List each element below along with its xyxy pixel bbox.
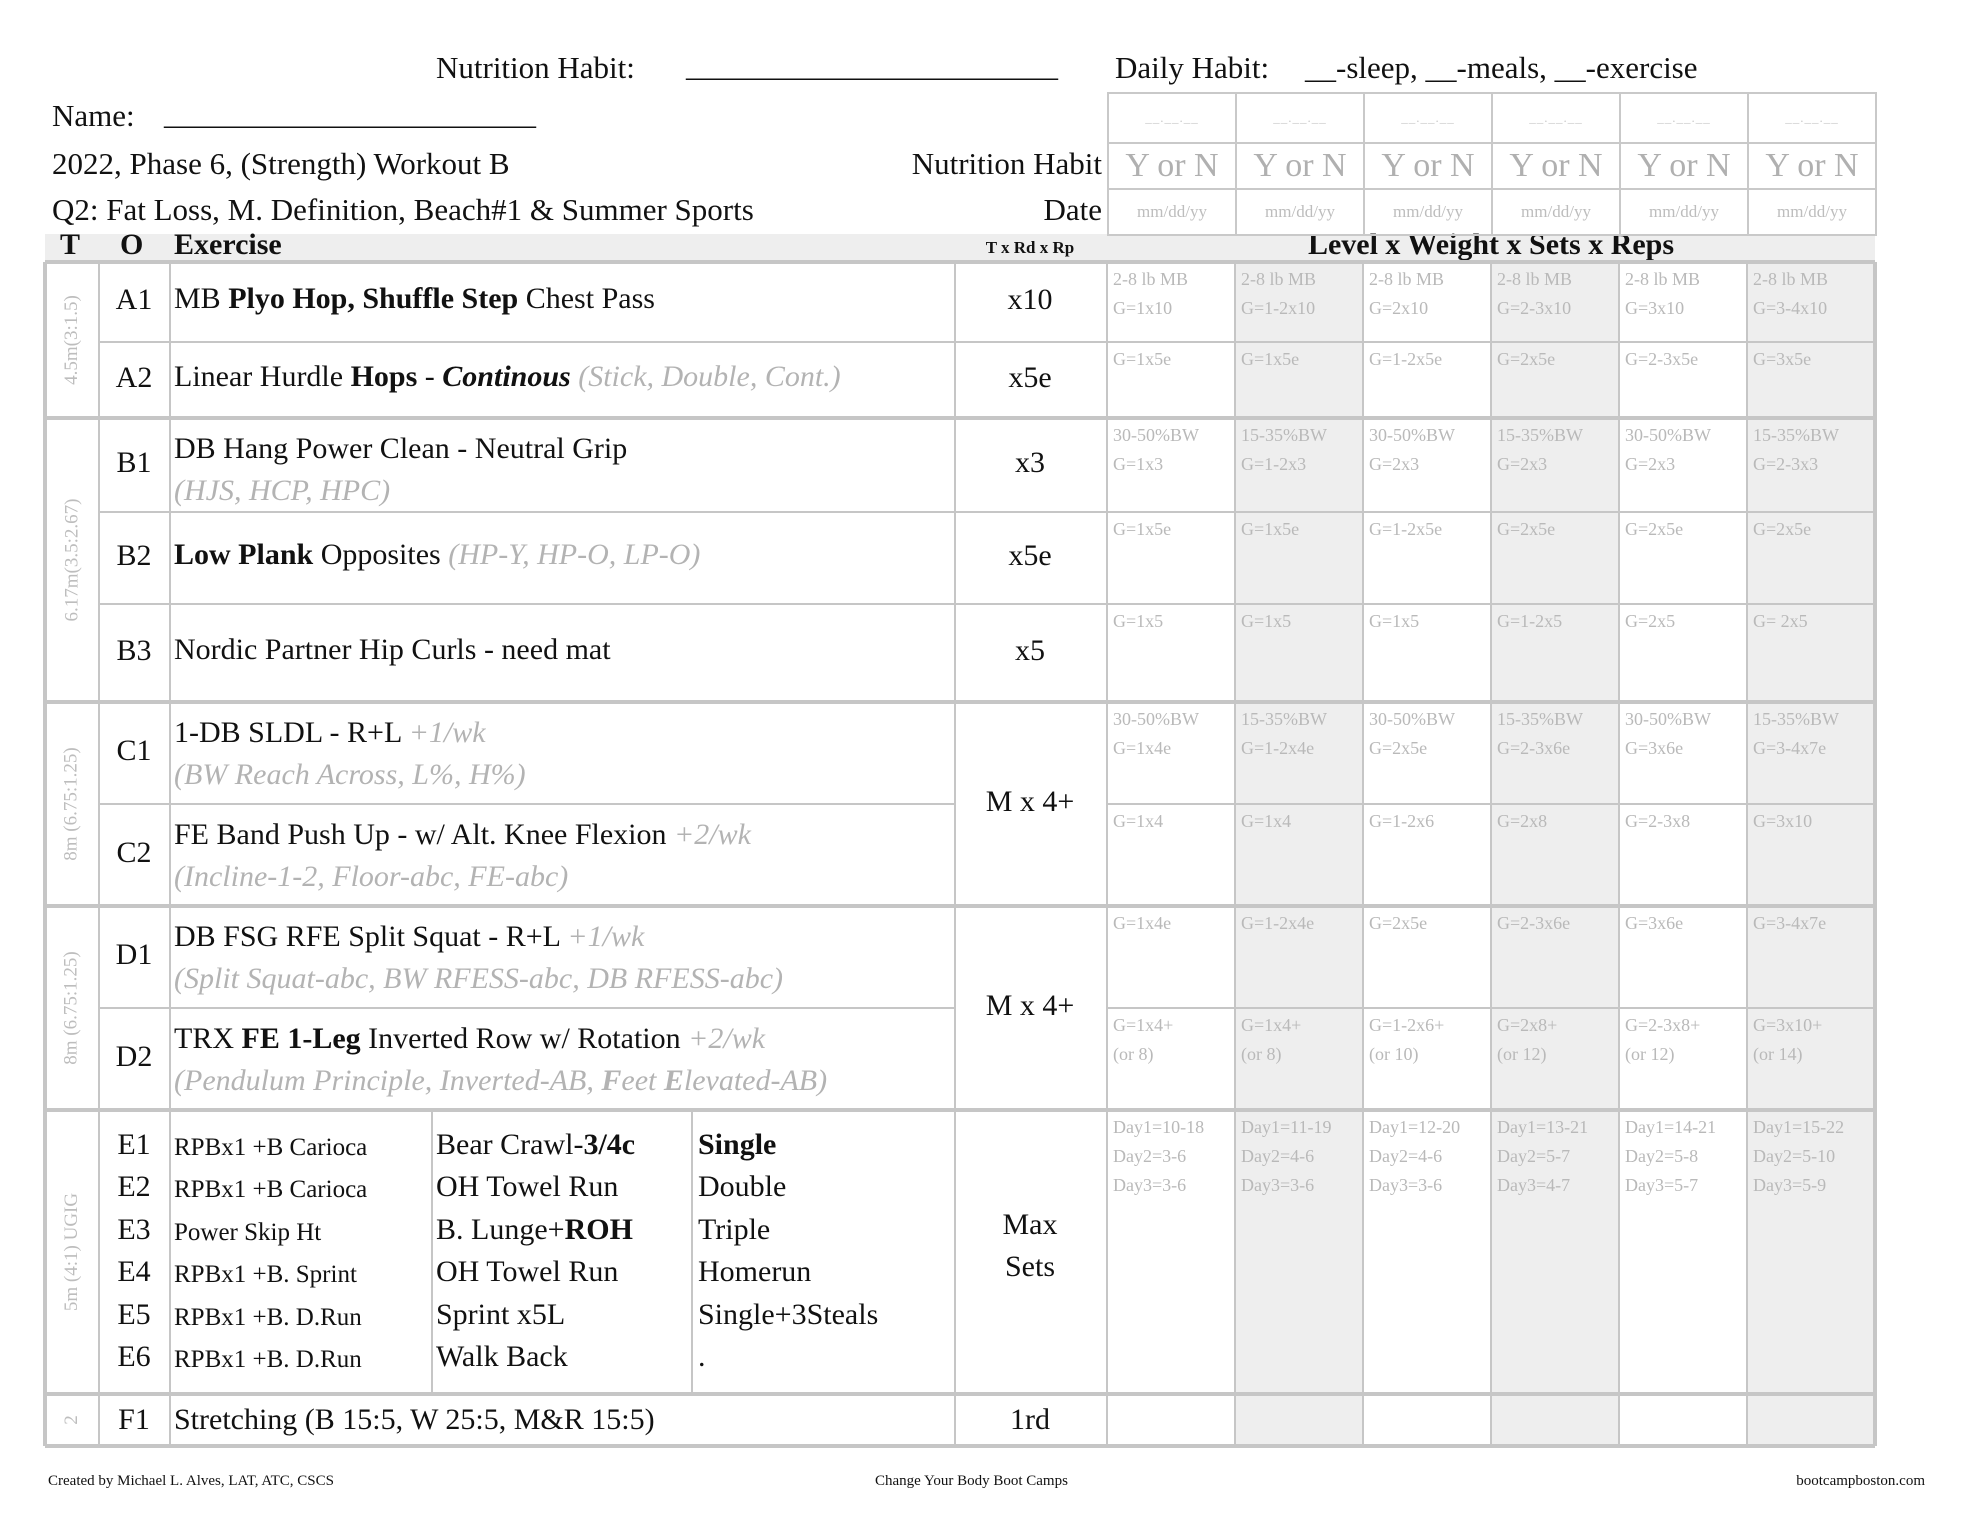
exercise-name: TRX FE 1-Leg Inverted Row w/ Rotation +2/wk <box>174 1022 766 1055</box>
order-label: C1 <box>116 734 152 767</box>
time-label: 2 <box>61 1415 82 1425</box>
nutrition-yn-field[interactable]: Y or N <box>1107 142 1237 190</box>
e-movement: Bear Crawl-3/4c <box>436 1128 636 1161</box>
level-cell[interactable]: G=1x5e <box>1241 349 1300 369</box>
level-cell[interactable]: G=1x4+ (or 8) <box>1241 1015 1302 1064</box>
daily-habit-blank[interactable]: __-sleep, __-meals, __-exercise <box>1305 50 1698 85</box>
level-cell[interactable]: 30-50%BW G=2x3 <box>1625 425 1711 474</box>
level-cell[interactable]: 15-35%BW G=2x3 <box>1497 425 1583 474</box>
level-cell[interactable]: 30-50%BW G=2x5e <box>1369 709 1455 758</box>
order-label: B3 <box>116 634 152 667</box>
e-base-run: Triple <box>698 1212 771 1246</box>
level-cell[interactable]: G=2x5 <box>1625 611 1676 631</box>
level-cell[interactable]: 30-50%BW G=3x6e <box>1625 709 1711 758</box>
level-cell[interactable]: 2-8 lb MB G=3-4x10 <box>1753 269 1829 318</box>
col-exercise-header: Exercise <box>174 228 282 261</box>
week-header-field[interactable]: __.__.__ <box>1363 92 1493 144</box>
level-cell[interactable]: G=2x5e <box>1625 519 1684 539</box>
level-cell[interactable]: Day1=10-18 Day2=3-6 Day3=3-6 <box>1113 1117 1205 1195</box>
level-cell[interactable]: 15-35%BW G=2-3x3 <box>1753 425 1839 474</box>
nutrition-habit-blank[interactable]: ________________________ <box>686 48 1058 83</box>
week-header-field[interactable]: __.__.__ <box>1235 92 1365 144</box>
level-cell[interactable]: G=2-3x5e <box>1625 349 1699 369</box>
nutrition-yn-field[interactable]: Y or N <box>1747 142 1877 190</box>
level-cell[interactable]: G=1x5 <box>1369 611 1420 631</box>
level-cell[interactable]: G=3x5e <box>1753 349 1812 369</box>
exercise-name: Nordic Partner Hip Curls - need mat <box>174 633 611 666</box>
goal-line: Q2: Fat Loss, M. Definition, Beach#1 & Summer Sports <box>52 192 754 227</box>
e-drill: RPBx1 +B. D.Run <box>174 1303 362 1331</box>
level-cell[interactable]: G=1-2x6 <box>1369 811 1435 831</box>
order-label: A2 <box>115 361 153 394</box>
exercise-name: Low Plank Opposites (HP-Y, HP-O, LP-O) <box>174 538 701 571</box>
e-movement: Walk Back <box>436 1340 568 1373</box>
date-field[interactable]: mm/dd/yy <box>1747 188 1877 236</box>
level-cell[interactable]: G=1-2x4e <box>1241 913 1315 933</box>
level-cell[interactable]: Day1=12-20 Day2=4-6 Day3=3-6 <box>1369 1117 1461 1195</box>
level-cell[interactable]: 15-35%BW G=2-3x6e <box>1497 709 1583 758</box>
date-field[interactable]: mm/dd/yy <box>1619 188 1749 236</box>
order-label: F1 <box>118 1403 150 1436</box>
time-label: 6.17m(3.5:2.67) <box>61 498 82 622</box>
level-cell[interactable]: G=2-3x6e <box>1497 913 1571 933</box>
exercise-progression: (Split Squat-abc, BW RFESS-abc, DB RFESS-abc) <box>174 962 783 995</box>
date-field[interactable]: mm/dd/yy <box>1363 188 1493 236</box>
level-cell[interactable]: G=1x4+ (or 8) <box>1113 1015 1174 1064</box>
order-label: D2 <box>115 1040 153 1073</box>
exercise-name: FE Band Push Up - w/ Alt. Knee Flexion +2/wk <box>174 818 751 851</box>
level-cell[interactable]: G=1x4e <box>1113 913 1172 933</box>
level-cell[interactable]: G=2x5e <box>1497 519 1556 539</box>
e-drill: Power Skip Ht <box>174 1218 322 1246</box>
level-cell[interactable]: 2-8 lb MB G=1x10 <box>1113 269 1189 318</box>
order-label: E3 <box>117 1212 151 1246</box>
order-label: C2 <box>116 836 152 869</box>
nutrition-yn-field[interactable]: Y or N <box>1235 142 1365 190</box>
footer-credit: Created by Michael L. Alves, LAT, ATC, CSCS <box>48 1473 334 1489</box>
level-cell[interactable]: G=3-4x7e <box>1753 913 1827 933</box>
time-label: 4.5m(3:1.5) <box>61 295 82 385</box>
level-cell[interactable]: G=1-2x5e <box>1369 519 1443 539</box>
tempo-rounds-reps: 1rd <box>1010 1403 1050 1436</box>
time-label: 8m (6.75:1.25) <box>61 747 82 861</box>
date-field[interactable]: mm/dd/yy <box>1491 188 1621 236</box>
level-cell[interactable]: G=3x10 <box>1753 811 1813 831</box>
level-cell[interactable]: G=1x4 <box>1113 811 1164 831</box>
col-o-header: O <box>120 228 144 261</box>
week-header-field[interactable]: __.__.__ <box>1491 92 1621 144</box>
e-base-run: . <box>698 1340 706 1373</box>
level-cell[interactable]: Day1=13-21 Day2=5-7 Day3=4-7 <box>1497 1117 1589 1195</box>
exercise-name: 1-DB SLDL - R+L +1/wk <box>174 716 486 749</box>
nutrition-row-label: Nutrition Habit <box>911 146 1102 181</box>
program-title: 2022, Phase 6, (Strength) Workout B <box>52 146 510 181</box>
tempo-rounds-reps: x3 <box>1015 446 1045 479</box>
e-base-run: Single+3Steals <box>698 1297 879 1331</box>
col-txrdxrp-header: T x Rd x Rp <box>985 238 1075 257</box>
order-label: E4 <box>117 1255 151 1289</box>
footer-brand: Change Your Body Boot Camps <box>875 1473 1068 1489</box>
level-cell[interactable]: G=1-2x6+ (or 10) <box>1369 1015 1445 1064</box>
tempo-rounds-reps: x5 <box>1015 634 1045 667</box>
level-cell[interactable]: G=3x6e <box>1625 913 1684 933</box>
week-header-field[interactable]: __.__.__ <box>1107 92 1237 144</box>
tempo-rounds-reps-sets: Sets <box>1004 1250 1055 1283</box>
level-cell[interactable]: G=2x8 <box>1497 811 1548 831</box>
nutrition-yn-field[interactable]: Y or N <box>1363 142 1493 190</box>
exercise-progression: (Pendulum Principle, Inverted-AB, Feet Elevated-AB) <box>174 1064 828 1097</box>
tempo-rounds-reps: x5e <box>1008 361 1052 394</box>
e-drill: RPBx1 +B Carioca <box>174 1134 368 1161</box>
e-base-run: Double <box>698 1170 787 1204</box>
exercise-progression: (Incline-1-2, Floor-abc, FE-abc) <box>174 860 569 893</box>
level-cell[interactable]: G=1x5e <box>1241 519 1300 539</box>
exercise-name: DB FSG RFE Split Squat - R+L +1/wk <box>174 920 645 953</box>
date-field[interactable]: mm/dd/yy <box>1107 188 1237 236</box>
exercise-progression: (HJS, HCP, HPC) <box>174 474 391 507</box>
level-cell[interactable]: G=1x5e <box>1113 519 1172 539</box>
level-cell[interactable]: G=1x5e <box>1113 349 1172 369</box>
tempo-rounds-reps: x10 <box>1007 283 1053 316</box>
tempo-rounds-reps: M x 4+ <box>985 785 1075 818</box>
col-t-header: T <box>60 228 81 261</box>
exercise-name: DB Hang Power Clean - Neutral Grip <box>174 432 628 465</box>
level-cell[interactable]: 15-35%BW G=3-4x7e <box>1753 709 1839 758</box>
level-cell[interactable]: 30-50%BW G=1x3 <box>1113 425 1199 474</box>
exercise-progression: (BW Reach Across, L%, H%) <box>174 758 526 791</box>
level-cell[interactable]: 2-8 lb MB G=1-2x10 <box>1241 269 1317 318</box>
time-label: 5m (4:1) UGIG <box>61 1192 83 1312</box>
e-drill: RPBx1 +B. D.Run <box>174 1346 362 1373</box>
level-cell[interactable]: 30-50%BW G=2x3 <box>1369 425 1455 474</box>
level-cell[interactable]: G=1-2x5 <box>1497 611 1563 631</box>
order-label: D1 <box>115 938 153 971</box>
daily-habit-label: Daily Habit: <box>1115 50 1270 85</box>
level-cell[interactable]: 15-35%BW G=1-2x4e <box>1241 709 1327 758</box>
level-cell[interactable]: 15-35%BW G=1-2x3 <box>1241 425 1327 474</box>
footer-website[interactable]: bootcampboston.com <box>1796 1473 1925 1489</box>
level-cell[interactable]: G=1x4 <box>1241 811 1292 831</box>
level-cell[interactable]: G=3x10+ (or 14) <box>1753 1015 1823 1064</box>
time-label: 8m (6.75:1.25) <box>61 951 82 1065</box>
level-cell[interactable]: G=2x5e <box>1369 913 1428 933</box>
e-base-run: Homerun <box>698 1255 812 1289</box>
e-base-run: Single <box>698 1128 777 1161</box>
date-field[interactable]: mm/dd/yy <box>1235 188 1365 236</box>
tempo-rounds-reps: x5e <box>1008 539 1052 572</box>
level-cell[interactable]: Day1=15-22 Day2=5-10 Day3=5-9 <box>1753 1117 1845 1195</box>
order-label: E1 <box>117 1128 151 1161</box>
level-cell[interactable]: 30-50%BW G=1x4e <box>1113 709 1199 758</box>
date-row-label: Date <box>1043 192 1102 227</box>
week-header-field[interactable]: __.__.__ <box>1747 92 1877 144</box>
level-cell[interactable]: Day1=14-21 Day2=5-8 Day3=5-7 <box>1625 1117 1717 1195</box>
exercise-name: Linear Hurdle Hops - Continous (Stick, Double, Cont.) <box>174 360 841 393</box>
level-cell[interactable]: G= 2x5 <box>1753 611 1808 631</box>
level-cell[interactable]: G=2-3x8 <box>1625 811 1691 831</box>
order-label: B2 <box>116 539 152 572</box>
week-header-field[interactable]: __.__.__ <box>1619 92 1749 144</box>
level-cell[interactable]: Day1=11-19 Day2=4-6 Day3=3-6 <box>1241 1117 1332 1195</box>
level-cell[interactable]: 2-8 lb MB G=2-3x10 <box>1497 269 1573 318</box>
exercise-name: MB Plyo Hop, Shuffle Step Chest Pass <box>174 282 655 315</box>
e-movement: OH Towel Run <box>436 1170 619 1204</box>
level-cell[interactable]: G=1-2x5e <box>1369 349 1443 369</box>
nutrition-habit-label: Nutrition Habit: <box>436 50 635 85</box>
level-cell[interactable]: G=2x5e <box>1753 519 1812 539</box>
name-blank[interactable]: ________________________ <box>164 96 536 131</box>
e-movement: B. Lunge+ROH <box>436 1212 633 1246</box>
e-drill: RPBx1 +B Carioca <box>174 1176 368 1204</box>
order-label: E2 <box>117 1170 151 1204</box>
nutrition-yn-field[interactable]: Y or N <box>1619 142 1749 190</box>
e-movement: OH Towel Run <box>436 1255 619 1289</box>
col-level-header: Level x Weight x Sets x Reps <box>1307 228 1675 261</box>
exercise-name: Stretching (B 15:5, W 25:5, M&R 15:5) <box>174 1403 655 1436</box>
order-label: B1 <box>116 446 152 479</box>
level-cell[interactable]: G=1x5 <box>1113 611 1164 631</box>
nutrition-yn-field[interactable]: Y or N <box>1491 142 1621 190</box>
e-drill: RPBx1 +B. Sprint <box>174 1261 357 1289</box>
order-label: A1 <box>115 283 153 316</box>
level-cell[interactable]: G=2-3x8+ (or 12) <box>1625 1015 1701 1064</box>
tempo-rounds-reps-max: Max <box>1002 1208 1058 1241</box>
name-label: Name: <box>52 98 135 133</box>
level-cell[interactable]: 2-8 lb MB G=3x10 <box>1625 269 1701 318</box>
order-label: E6 <box>117 1340 151 1373</box>
level-cell[interactable]: G=1x5 <box>1241 611 1292 631</box>
tempo-rounds-reps: M x 4+ <box>985 989 1075 1022</box>
order-label: E5 <box>117 1297 151 1331</box>
level-cell[interactable]: 2-8 lb MB G=2x10 <box>1369 269 1445 318</box>
level-cell[interactable]: G=2x8+ (or 12) <box>1497 1015 1558 1064</box>
level-cell[interactable]: G=2x5e <box>1497 349 1556 369</box>
e-movement: Sprint x5L <box>436 1297 566 1331</box>
